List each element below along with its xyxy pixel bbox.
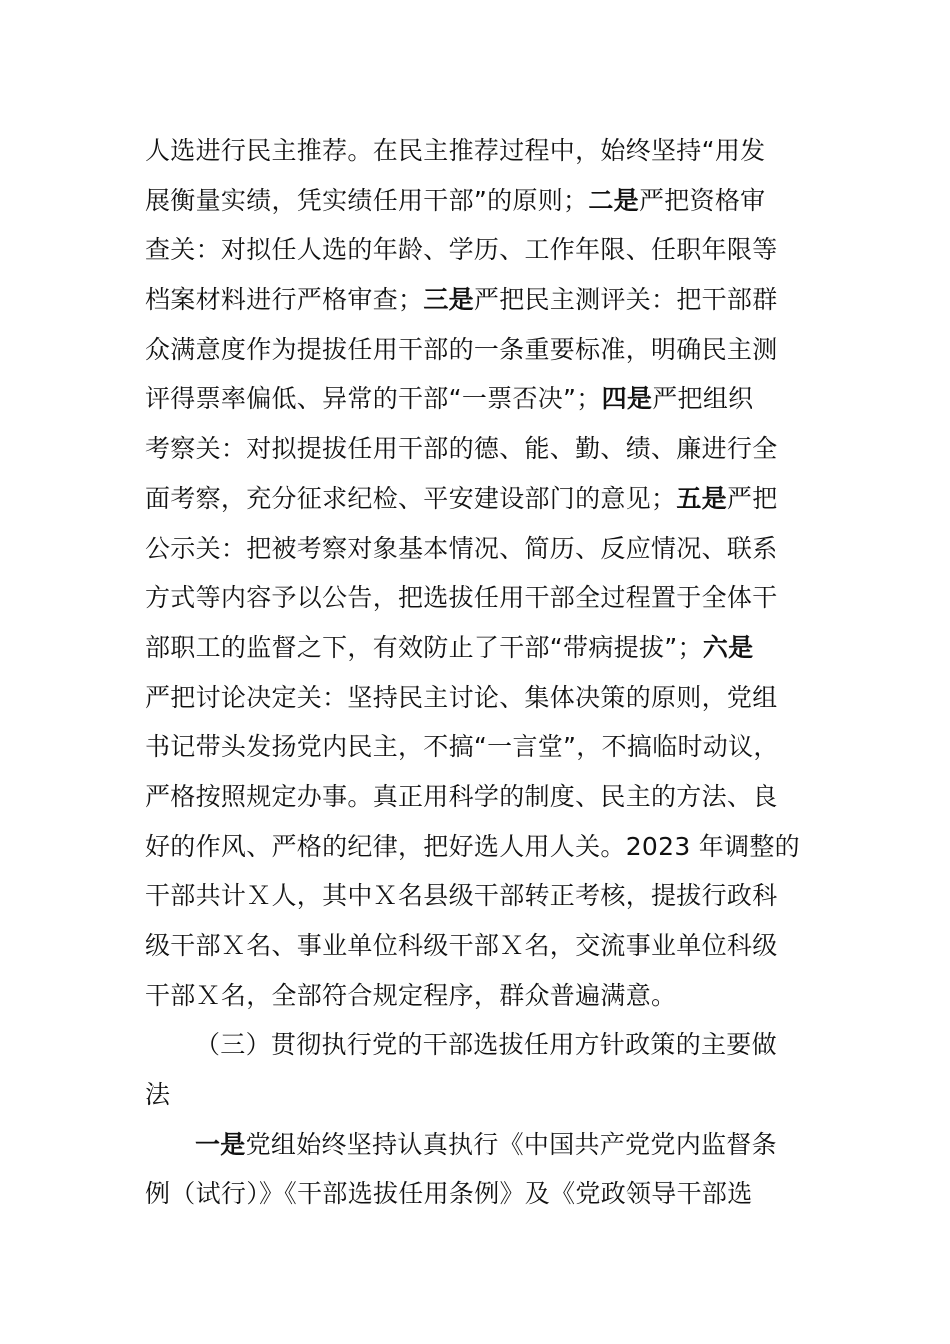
bold-marker: 二是 bbox=[588, 185, 639, 215]
text-run: 人选进行民主推荐。在民主推荐过程中，始终坚持“用发 bbox=[145, 136, 766, 165]
text-run: 级干部Ｘ名、事业单位科级干部Ｘ名，交流事业单位科级 bbox=[145, 931, 778, 960]
text-run: 评得票率偏低、异常的干部“一票否决”； bbox=[145, 384, 602, 414]
section-heading bbox=[145, 1020, 810, 1070]
text-run: 严把资格审 bbox=[638, 185, 766, 215]
text-run: 干部共计Ｘ人，其中Ｘ名县级干部转正考核，提拔行政科 bbox=[145, 881, 778, 911]
text-line bbox=[145, 573, 810, 623]
text-line bbox=[145, 871, 810, 921]
text-line bbox=[145, 822, 810, 872]
text-run: 干部Ｘ名，全部符合规定程序，群众普遍满意。 bbox=[145, 980, 677, 1010]
text-line bbox=[145, 275, 810, 325]
text-line bbox=[145, 225, 810, 275]
text-run: 法 bbox=[145, 1080, 171, 1110]
text-run: 查关：对拟任人选的年龄、学历、工作年限、任职年限等 bbox=[145, 235, 778, 265]
text-line bbox=[145, 374, 810, 424]
text-run: 书记带头发扬党内民主，不搞“一言堂”，不搞临时动议， bbox=[145, 732, 779, 762]
text-run: （三）贯彻执行党的干部选拔任用方针政策的主要做 bbox=[195, 1030, 777, 1060]
text-run: 档案材料进行严格审查； bbox=[145, 285, 424, 315]
text-run: 考察关：对拟提拔任用干部的德、能、勤、绩、廉进行全 bbox=[145, 434, 778, 464]
text-run: 面考察，充分征求纪检、平安建设部门的意见； bbox=[145, 483, 677, 513]
text-run: 众满意度作为提拔任用干部的一条重要标准，明确民主测 bbox=[145, 334, 778, 364]
text-run: 严把民主测评关：把干部群 bbox=[473, 285, 778, 315]
text-line bbox=[145, 325, 810, 375]
bold-marker: 一是 bbox=[195, 1129, 246, 1159]
text-line bbox=[145, 623, 810, 673]
text-run: 方式等内容予以公告，把选拔任用干部全过程置于全体干 bbox=[145, 583, 778, 613]
text-run: 党组始终坚持认真执行《中国共产党党内监督条 bbox=[245, 1129, 777, 1159]
text-run: 好的作风、严格的纪律，把好选人用人关。2023 年调整的 bbox=[145, 831, 800, 861]
text-line bbox=[145, 474, 810, 524]
text-run: 严格按照规定办事。真正用科学的制度、民主的方法、良 bbox=[145, 781, 778, 811]
bold-marker: 四是 bbox=[601, 384, 653, 414]
text-line bbox=[145, 722, 810, 772]
text-run: 例（试行）》《干部选拔任用条例》及《党政领导干部选 bbox=[145, 1179, 753, 1209]
text-run: 严把 bbox=[726, 483, 778, 513]
text-line bbox=[145, 1120, 810, 1170]
text-line bbox=[145, 971, 810, 1021]
text-run: 公示关：把被考察对象基本情况、简历、反应情况、联系 bbox=[145, 533, 778, 563]
bold-marker: 三是 bbox=[423, 285, 474, 315]
text-run: 严把讨论决定关：坚持民主讨论、集体决策的原则，党组 bbox=[145, 682, 778, 712]
text-line bbox=[145, 673, 810, 723]
text-run: 展衡量实绩，凭实绩任用干部”的原则； bbox=[145, 185, 589, 215]
text-run: 部职工的监督之下，有效防止了干部“带病提拔”； bbox=[145, 632, 703, 662]
body-text bbox=[145, 126, 810, 1219]
section-heading-continuation bbox=[145, 1070, 810, 1120]
text-line bbox=[145, 524, 810, 574]
bold-marker: 六是 bbox=[702, 632, 754, 662]
text-line bbox=[145, 921, 810, 971]
text-line bbox=[145, 424, 810, 474]
text-line bbox=[145, 1169, 810, 1219]
text-run: 严把组织 bbox=[652, 384, 754, 414]
text-line bbox=[145, 772, 810, 822]
text-line bbox=[145, 126, 810, 176]
bold-marker: 五是 bbox=[676, 483, 727, 513]
text-line bbox=[145, 176, 810, 226]
